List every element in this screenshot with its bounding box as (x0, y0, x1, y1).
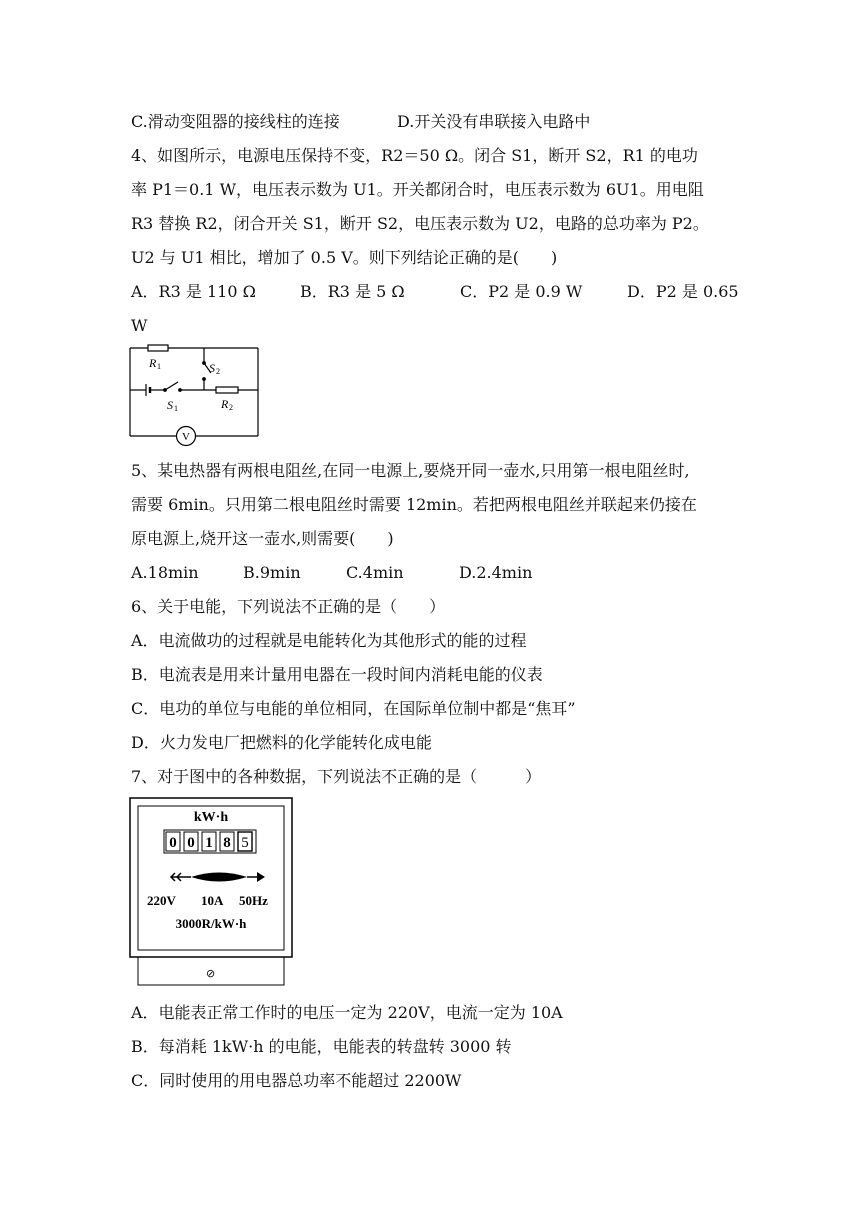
meter-digit-2: 0 (187, 835, 195, 851)
meter-current: 10A (201, 893, 224, 908)
q5-stem-line-1: 5、某电热器有两根电阻丝,在同一电源上,要烧开同一壶水,只用第一根电阻丝时, (131, 461, 690, 480)
q4-stem-line-3: R3 替换 R2，闭合开关 S1，断开 S2，电压表示数为 U2，电路的总功率为 P2。 (131, 214, 709, 233)
q4-option-d: D．P2 是 0.65 (627, 282, 739, 301)
q7-stem: 7、对于图中的各种数据，下列说法不正确的是（ ） (131, 767, 542, 786)
q4-stem-line-1: 4、如图所示，电源电压保持不变，R2＝50 Ω。闭合 S1，断开 S2，R1 的电功 (131, 146, 698, 165)
q7-option-b: B．每消耗 1kW·h 的电能，电能表的转盘转 3000 转 (131, 1037, 512, 1056)
meter-digit-4: 8 (223, 835, 231, 851)
q4-option-c: C．P2 是 0.9 W (460, 282, 583, 301)
r1-subscript: 1 (157, 362, 161, 371)
q6-stem: 6、关于电能，下列说法不正确的是（ ） (131, 597, 446, 616)
voltmeter-label: V (182, 431, 190, 443)
q5-option-b: B.9min (243, 563, 301, 582)
q6-option-c: C．电功的单位与电能的单位相同，在国际单位制中都是“焦耳” (131, 699, 576, 718)
meter-digit-5: 5 (241, 835, 249, 851)
q4-option-b: B．R3 是 5 Ω (300, 282, 405, 301)
q6-option-b: B．电流表是用来计量用电器在一段时间内消耗电能的仪表 (131, 665, 543, 684)
q3-option-d: D.开关没有串联接入电路中 (397, 112, 591, 131)
s1-label: S (167, 398, 173, 412)
q6-option-a: A．电流做功的过程就是电能转化为其他形式的能的过程 (131, 631, 527, 650)
q6-option-d: D．火力发电厂把燃料的化学能转化成电能 (131, 733, 432, 752)
q5-option-c: C.4min (346, 563, 404, 582)
s2-subscript: 2 (216, 367, 220, 376)
circuit-diagram (128, 342, 262, 442)
q5-option-a: A.18min (131, 563, 199, 582)
meter-voltage: 220V (147, 893, 176, 908)
q4-option-a: A．R3 是 110 Ω (131, 282, 256, 301)
q4-option-d-wrap: W (131, 316, 148, 335)
s2-label: S (209, 361, 215, 375)
q4-stem-line-2: 率 P1＝0.1 W，电压表示数为 U1。开关都闭合时，电压表示数为 6U1。用电阻 (131, 180, 704, 199)
r2-subscript: 2 (229, 403, 233, 412)
q7-option-c: C．同时使用的用电器总功率不能超过 2200W (131, 1071, 462, 1090)
q7-option-a: A．电能表正常工作时的电压一定为 220V，电流一定为 10A (131, 1003, 563, 1022)
q5-stem-line-2: 需要 6min。只用第二根电阻丝时需要 12min。若把两根电阻丝并联起来仍接在 (131, 495, 697, 514)
screw-icon: ⊘ (206, 967, 216, 980)
electric-meter (129, 797, 293, 987)
r2-label: R (221, 397, 229, 411)
disc-arrow-icon (171, 872, 265, 882)
q5-option-d: D.2.4min (459, 563, 533, 582)
q5-stem-line-3: 原电源上,烧开这一壶水,则需要( ) (131, 529, 394, 548)
meter-frequency: 50Hz (239, 893, 268, 908)
meter-rate: 3000R/kW·h (175, 916, 247, 931)
r1-label: R (149, 356, 157, 370)
q4-stem-line-4: U2 与 U1 相比，增加了 0.5 V。则下列结论正确的是( ) (131, 248, 558, 267)
meter-unit: kW·h (193, 810, 229, 825)
meter-digit-1: 0 (169, 835, 177, 851)
q3-option-c: C.滑动变阻器的接线柱的连接 (131, 112, 340, 131)
s1-subscript: 1 (174, 404, 178, 413)
meter-digit-3: 1 (205, 835, 213, 851)
